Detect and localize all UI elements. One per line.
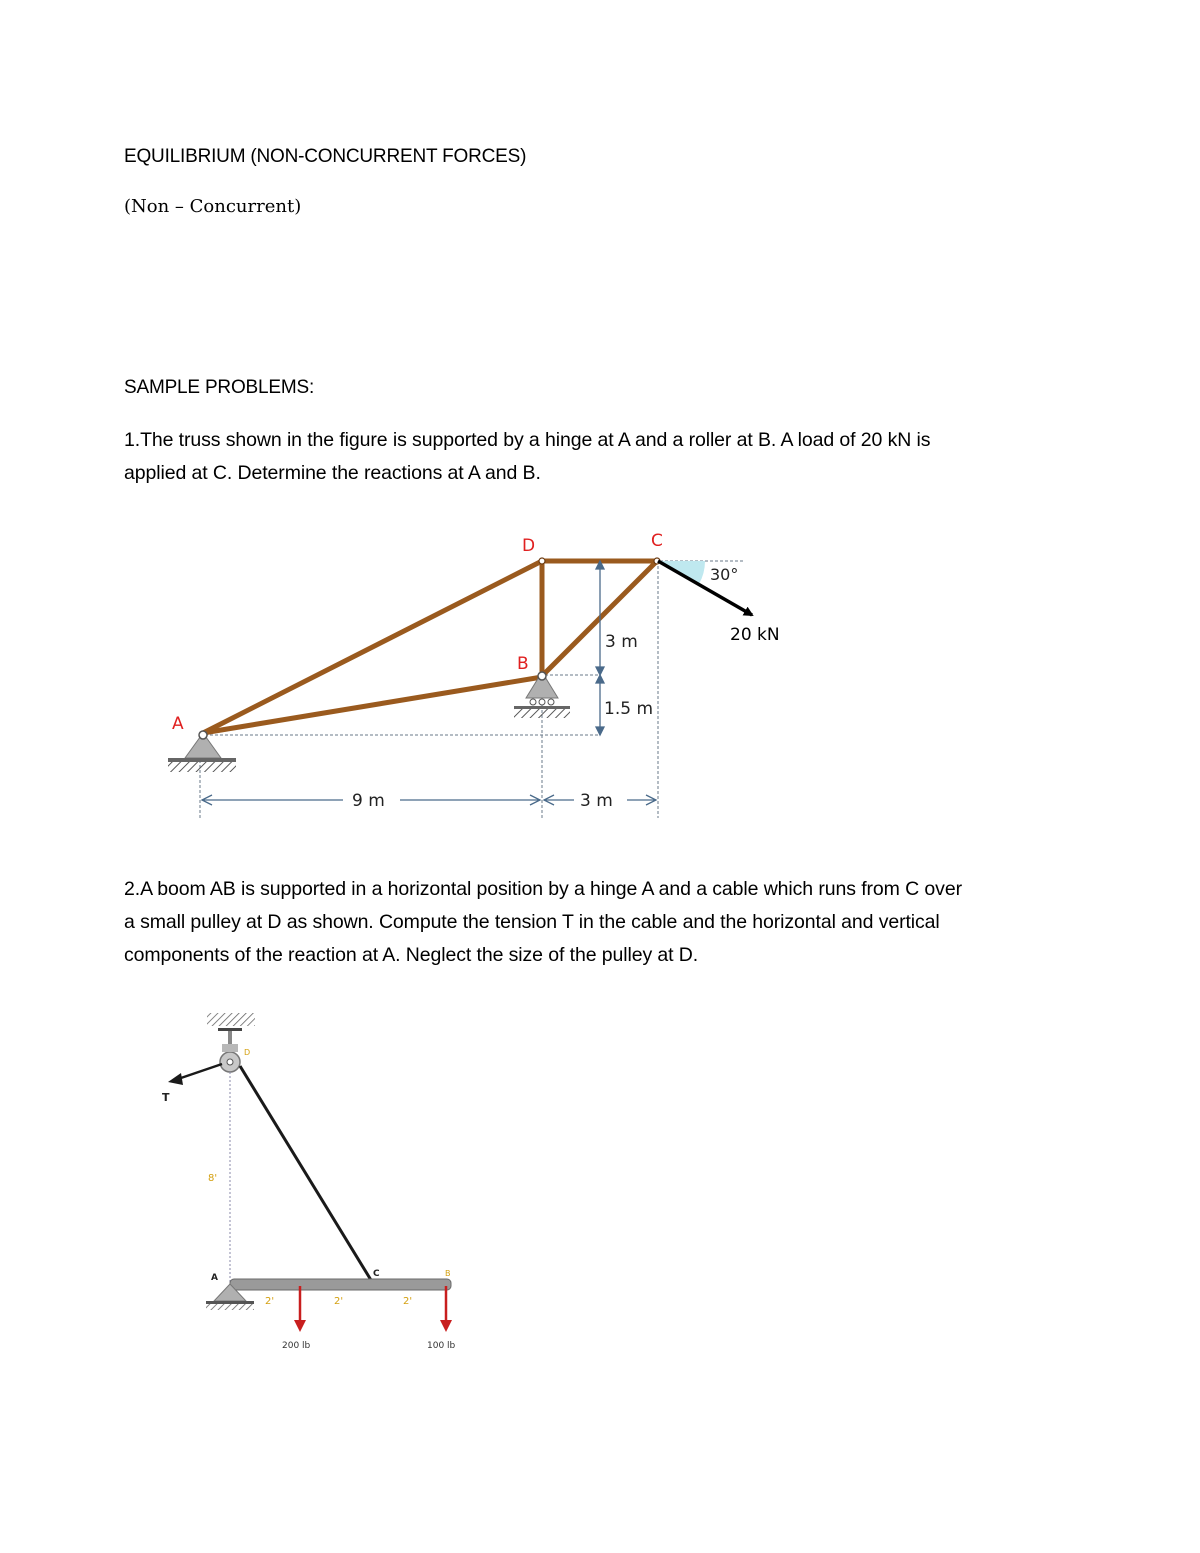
cable-tension-T: [178, 1064, 222, 1079]
cable-DC: [240, 1066, 374, 1285]
label-A-boom: A: [211, 1273, 218, 1283]
load-100lb-label: 100 lb: [427, 1341, 456, 1351]
problem-2-line-1: 2.A boom AB is supported in a horizontal position by a hinge A and a cable which runs from C over: [124, 878, 962, 900]
load-arrow-100lb: [440, 1286, 452, 1332]
load-200lb-label: 200 lb: [282, 1341, 311, 1351]
angle-label: 30°: [710, 565, 739, 584]
section-heading: SAMPLE PROBLEMS:: [124, 377, 315, 398]
dim-3m-horizontal-label: 3 m: [580, 791, 613, 811]
label-B-boom: B: [445, 1269, 451, 1278]
label-B: B: [517, 654, 529, 674]
label-D-boom: D: [244, 1048, 251, 1057]
document-title: EQUILIBRIUM (NON-CONCURRENT FORCES): [124, 146, 527, 167]
dim-seg1-label: 2': [265, 1296, 275, 1307]
dim-seg3-label: 2': [403, 1296, 413, 1307]
label-C-boom: C: [373, 1269, 380, 1279]
tension-arrowhead: [168, 1073, 183, 1085]
ceiling-support: [207, 1013, 255, 1045]
boom-AB: [230, 1279, 451, 1290]
load-arrow-200lb: [294, 1286, 306, 1332]
dim-seg2-label: 2': [334, 1296, 344, 1307]
label-D: D: [522, 536, 536, 556]
dim-9m-label: 9 m: [352, 791, 385, 811]
pulley-D: [220, 1044, 240, 1072]
dim-3m-vertical-label: 3 m: [605, 632, 638, 652]
dim-8ft-label: 8': [208, 1173, 218, 1184]
label-T: T: [162, 1091, 170, 1104]
label-C: C: [651, 531, 663, 551]
load-label: 20 kN: [730, 625, 780, 645]
document-subtitle: (Non – Concurrent): [124, 196, 302, 217]
problem-1-line-1: 1.The truss shown in the figure is supported by a hinge at A and a roller at B. A load of 20 kN is: [124, 429, 931, 451]
label-A: A: [172, 714, 184, 734]
problem-1-line-2: applied at C. Determine the reactions at A and B.: [124, 462, 541, 484]
dim-1-5m-label: 1.5 m: [604, 699, 653, 719]
problem-2-line-3: components of the reaction at A. Neglect the size of the pulley at D.: [124, 944, 699, 966]
problem-2-line-2: a small pulley at D as shown. Compute the tension T in the cable and the horizontal and vertical: [124, 911, 940, 933]
